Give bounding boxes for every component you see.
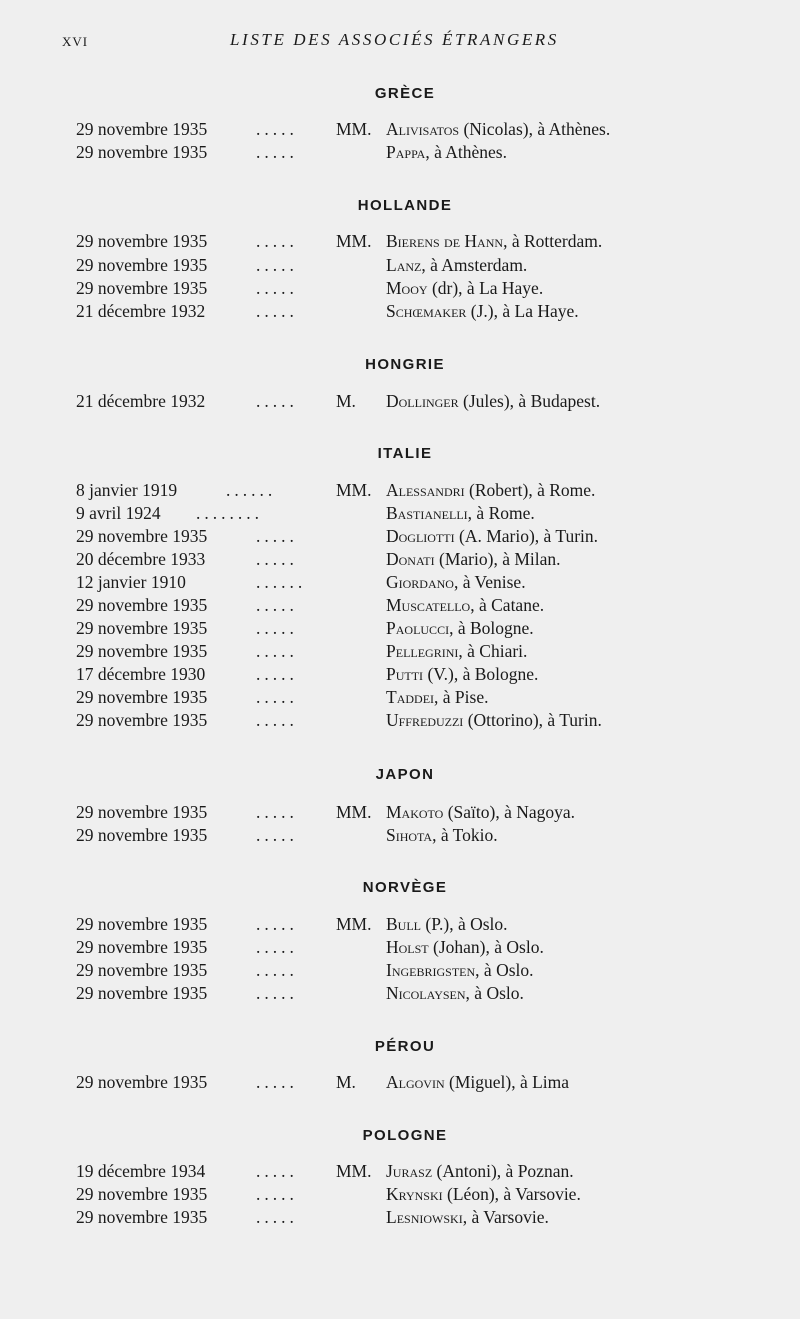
member-entry xyxy=(0,278,800,301)
member-name xyxy=(386,572,526,593)
member-details: (Ottorino), à Turin. xyxy=(463,710,602,730)
member-details: , à Catane. xyxy=(470,595,545,615)
member-entry xyxy=(0,391,800,414)
country-heading: ITALIE xyxy=(377,445,433,462)
country-heading: HONGRIE xyxy=(365,356,445,373)
leader-dots: ..... xyxy=(256,825,298,845)
election-date: 29 novembre 1935 xyxy=(76,983,208,1003)
member-surname: Mooy xyxy=(386,278,428,298)
member-surname: Krynski xyxy=(386,1184,443,1204)
leader-dots: ..... xyxy=(256,641,298,661)
member-surname: Putti xyxy=(386,664,424,684)
country-heading: JAPON xyxy=(375,766,435,783)
member-surname: Dogliotti xyxy=(386,526,455,546)
member-entry xyxy=(0,503,800,526)
leader-dots: ..... xyxy=(256,710,298,730)
member-name xyxy=(386,664,538,685)
member-surname: Taddei xyxy=(386,687,435,707)
member-details: (J.), à La Haye. xyxy=(466,301,579,321)
member-surname: Bastianelli xyxy=(386,503,468,523)
member-entry xyxy=(0,255,800,278)
page-header xyxy=(0,30,800,56)
running-title: LISTE DES ASSOCIÉS ÉTRANGERS xyxy=(230,30,559,49)
member-entry xyxy=(0,618,800,641)
election-date: 21 décembre 1932 xyxy=(76,301,206,321)
country-heading: PÉROU xyxy=(374,1038,436,1055)
election-date: 29 novembre 1935 xyxy=(76,710,208,730)
member-details: (V.), à Bologne. xyxy=(423,664,539,684)
member-surname: Algovin xyxy=(386,1072,445,1092)
member-name xyxy=(386,618,534,639)
member-name xyxy=(386,710,602,731)
member-name xyxy=(386,1184,581,1205)
election-date: 29 novembre 1935 xyxy=(76,142,208,162)
member-details: (Saïto), à Nagoya. xyxy=(443,802,576,822)
member-name xyxy=(386,914,508,935)
member-name xyxy=(386,825,498,846)
member-name xyxy=(386,595,544,616)
member-details: , à Oslo. xyxy=(475,960,534,980)
member-surname: Donati xyxy=(386,549,435,569)
election-date: 29 novembre 1935 xyxy=(76,960,208,980)
member-surname: Sihota xyxy=(386,825,433,845)
leader-dots: ..... xyxy=(256,687,298,707)
member-entry xyxy=(0,937,800,960)
leader-dots: ..... xyxy=(256,526,298,546)
leader-dots: ..... xyxy=(256,1184,298,1204)
election-date: 29 novembre 1935 xyxy=(76,641,208,661)
member-details: (Johan), à Oslo. xyxy=(428,937,544,957)
member-name xyxy=(386,142,507,163)
election-date: 29 novembre 1935 xyxy=(76,618,208,638)
member-surname: Bull xyxy=(386,914,421,934)
member-entry xyxy=(0,825,800,848)
election-date: 21 décembre 1932 xyxy=(76,391,206,411)
member-surname: Pappa xyxy=(386,142,426,162)
member-details: (A. Mario), à Turin. xyxy=(454,526,599,546)
member-details: , à Chiari. xyxy=(458,641,528,661)
member-details: , à Athènes. xyxy=(425,142,507,162)
member-surname: Pellegrini xyxy=(386,641,459,661)
member-name xyxy=(386,301,579,322)
leader-dots: ..... xyxy=(256,142,298,162)
member-surname: Uffreduzzi xyxy=(386,710,464,730)
member-name xyxy=(386,960,534,981)
leader-dots: ..... xyxy=(256,549,298,569)
member-entry xyxy=(0,301,800,324)
member-entry xyxy=(0,1072,800,1095)
election-date: 19 décembre 1934 xyxy=(76,1161,206,1181)
member-surname: Jurasz xyxy=(386,1161,433,1181)
member-entry xyxy=(0,983,800,1006)
election-date: 29 novembre 1935 xyxy=(76,119,208,139)
election-date: 29 novembre 1935 xyxy=(76,937,208,957)
member-details: (Nicolas), à Athènes. xyxy=(459,119,611,139)
leader-dots: ..... xyxy=(256,595,298,615)
member-entry xyxy=(0,119,800,142)
member-surname: Alivisatos xyxy=(386,119,460,139)
leader-dots: ..... xyxy=(256,278,298,298)
leader-dots: ...... xyxy=(226,480,277,500)
member-entry xyxy=(0,1184,800,1207)
member-surname: Nicolaysen xyxy=(386,983,466,1003)
member-surname: Schœmaker xyxy=(386,301,467,321)
member-surname: Lanz xyxy=(386,255,422,275)
leader-dots: ..... xyxy=(256,119,298,139)
member-entry xyxy=(0,1207,800,1230)
member-name xyxy=(386,391,600,412)
country-heading: NORVÈGE xyxy=(362,879,448,896)
member-surname: Lesniowski xyxy=(386,1207,463,1227)
member-name xyxy=(386,1207,549,1228)
leader-dots: ..... xyxy=(256,1161,298,1181)
leader-dots: ..... xyxy=(256,802,298,822)
member-name xyxy=(386,119,610,140)
member-surname: Dollinger xyxy=(386,391,459,411)
member-details: (dr), à La Haye. xyxy=(427,278,544,298)
leader-dots: ..... xyxy=(256,391,298,411)
election-date: 29 novembre 1935 xyxy=(76,255,208,275)
member-details: (P.), à Oslo. xyxy=(421,914,508,934)
member-entry xyxy=(0,641,800,664)
member-entry xyxy=(0,710,800,733)
leader-dots: ..... xyxy=(256,255,298,275)
member-surname: Alessandri xyxy=(386,480,465,500)
member-details: (Léon), à Varsovie. xyxy=(442,1184,581,1204)
leader-dots: ..... xyxy=(256,301,298,321)
member-name xyxy=(386,802,575,823)
leader-dots: ..... xyxy=(256,664,298,684)
honorific-prefix: M. xyxy=(336,1072,356,1092)
member-details: (Jules), à Budapest. xyxy=(458,391,601,411)
member-entry xyxy=(0,526,800,549)
leader-dots: ..... xyxy=(256,1072,298,1092)
member-surname: Makoto xyxy=(386,802,444,822)
member-name xyxy=(386,231,602,252)
leader-dots: ..... xyxy=(256,983,298,1003)
leader-dots: ...... xyxy=(256,572,307,592)
honorific-prefix: MM. xyxy=(336,480,372,500)
honorific-prefix: MM. xyxy=(336,119,372,139)
member-entry xyxy=(0,802,800,825)
election-date: 29 novembre 1935 xyxy=(76,231,208,251)
member-entry xyxy=(0,664,800,687)
leader-dots: ..... xyxy=(256,618,298,638)
election-date: 29 novembre 1935 xyxy=(76,595,208,615)
election-date: 29 novembre 1935 xyxy=(76,687,208,707)
member-entry xyxy=(0,480,800,503)
member-surname: Paolucci xyxy=(386,618,450,638)
member-name xyxy=(386,503,535,524)
election-date: 29 novembre 1935 xyxy=(76,802,208,822)
member-name xyxy=(386,526,598,547)
election-date: 17 décembre 1930 xyxy=(76,664,206,684)
member-details: , à Varsovie. xyxy=(462,1207,549,1227)
election-date: 20 décembre 1933 xyxy=(76,549,206,569)
member-entry xyxy=(0,687,800,710)
member-name xyxy=(386,1161,574,1182)
leader-dots: ..... xyxy=(256,1207,298,1227)
member-surname: Holst xyxy=(386,937,429,957)
leader-dots: ..... xyxy=(256,914,298,934)
election-date: 29 novembre 1935 xyxy=(76,1072,208,1092)
member-entry xyxy=(0,960,800,983)
member-details: , à Rotterdam. xyxy=(503,231,603,251)
honorific-prefix: MM. xyxy=(336,231,372,251)
member-details: , à Amsterdam. xyxy=(421,255,528,275)
election-date: 12 janvier 1910 xyxy=(76,572,186,592)
member-details: (Miguel), à Lima xyxy=(444,1072,570,1092)
member-name xyxy=(386,278,543,299)
member-details: , à Tokio. xyxy=(432,825,498,845)
member-surname: Ingebrigsten xyxy=(386,960,476,980)
leader-dots: ..... xyxy=(256,231,298,251)
country-heading: POLOGNE xyxy=(362,1127,448,1144)
election-date: 8 janvier 1919 xyxy=(76,480,178,500)
election-date: 29 novembre 1935 xyxy=(76,914,208,934)
honorific-prefix: MM. xyxy=(336,802,372,822)
member-name xyxy=(386,255,527,276)
member-details: , à Bologne. xyxy=(449,618,534,638)
member-name xyxy=(386,983,524,1004)
member-entry xyxy=(0,142,800,165)
member-surname: Giordano xyxy=(386,572,454,592)
member-details: (Mario), à Milan. xyxy=(434,549,561,569)
member-entry xyxy=(0,549,800,572)
election-date: 29 novembre 1935 xyxy=(76,825,208,845)
election-date: 29 novembre 1935 xyxy=(76,526,208,546)
honorific-prefix: MM. xyxy=(336,914,372,934)
leader-dots: ..... xyxy=(256,960,298,980)
country-heading: HOLLANDE xyxy=(357,197,453,214)
member-surname: Muscatello xyxy=(386,595,471,615)
honorific-prefix: M. xyxy=(336,391,356,411)
member-name xyxy=(386,1072,569,1093)
member-name xyxy=(386,641,527,662)
honorific-prefix: MM. xyxy=(336,1161,372,1181)
member-details: (Antoni), à Poznan. xyxy=(432,1161,574,1181)
election-date: 29 novembre 1935 xyxy=(76,1207,208,1227)
election-date: 29 novembre 1935 xyxy=(76,1184,208,1204)
member-name xyxy=(386,480,595,501)
member-name xyxy=(386,687,488,708)
member-details: (Robert), à Rome. xyxy=(464,480,596,500)
member-name xyxy=(386,549,561,570)
member-entry xyxy=(0,914,800,937)
member-details: , à Venise. xyxy=(453,572,526,592)
member-surname: Bierens de Hann xyxy=(386,231,504,251)
member-name xyxy=(386,937,544,958)
country-heading: GRÈCE xyxy=(374,85,436,102)
member-details: , à Oslo. xyxy=(465,983,524,1003)
member-details: , à Rome. xyxy=(467,503,535,523)
page-number: XVI xyxy=(62,34,89,49)
member-entry xyxy=(0,231,800,254)
election-date: 9 avril 1924 xyxy=(76,503,161,523)
election-date: 29 novembre 1935 xyxy=(76,278,208,298)
member-entry xyxy=(0,572,800,595)
member-details: , à Pise. xyxy=(434,687,489,707)
member-entry xyxy=(0,1161,800,1184)
member-entry xyxy=(0,595,800,618)
leader-dots: ..... xyxy=(256,937,298,957)
leader-dots: ........ xyxy=(196,503,263,523)
